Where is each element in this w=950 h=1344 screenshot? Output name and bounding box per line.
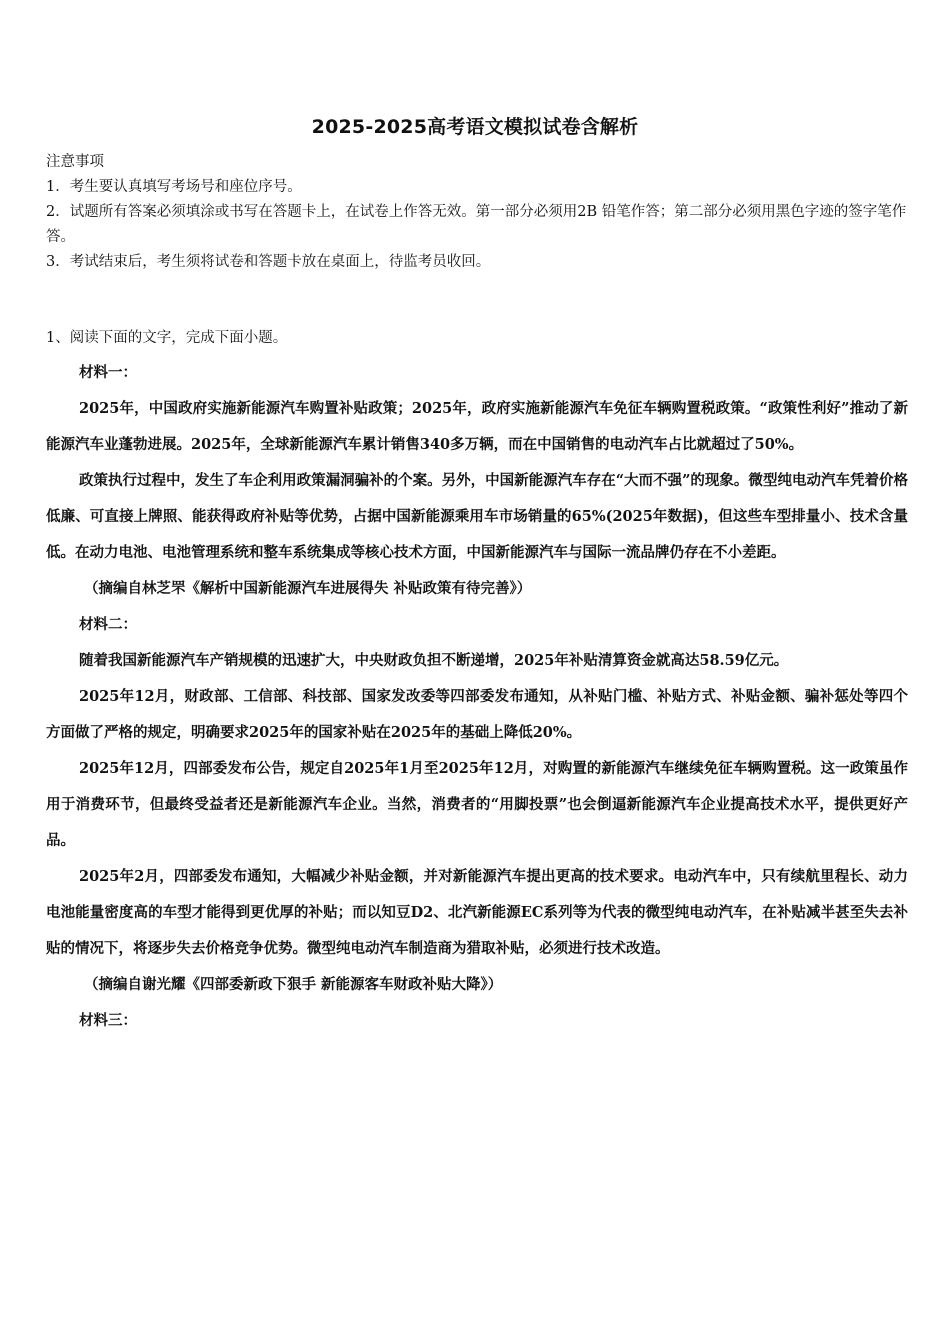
material-2-paragraph-3: 2025年12月，四部委发布公告，规定自2025年1月至2025年12月，对购置的新能源汽车继续免征车辆购置税。这一政策虽作用于消费环节，但最终受益者还是新能源汽车企业。当然，消费者的“用脚投票”也会倒逼新能源汽车企业提高技术水平，提供更好产品。 [46,760,908,849]
material-2-label: 材料二： [79,616,137,633]
notes-item-3: 3．考试结束后，考生须将试卷和答题卡放在桌面上，待监考员收回。 [46,254,491,270]
material-2-paragraph-4: 2025年2月，四部委发布通知，大幅减少补贴金额，并对新能源汽车提出更高的技术要求。电动汽车中，只有续航里程长、动力电池能量密度高的车型才能得到更优厚的补贴；而以知豆D2、北汽新能源EC系列等为代表的微型纯电动汽车，在补贴减半甚至失去补贴的情况下，将逐步失去价格竞争优势。微型纯电动汽车制造商为猎取补贴，必须进行技术改造。 [46,868,908,957]
page-title: 2025-2025高考语文模拟试卷含解析 [311,116,639,138]
material-2-paragraph-2: 2025年12月，财政部、工信部、科技部、国家发改委等四部委发布通知，从补贴门槛、补贴方式、补贴金额、骗补惩处等四个方面做了严格的规定，明确要求2025年的国家补贴在2025年的基础上降低20%。 [46,688,908,741]
material-2-paragraph-1: 随着我国新能源汽车产销规模的迅速扩大，中央财政负担不断递增，2025年补贴清算资金就高达58.59亿元。 [79,652,789,669]
material-1-paragraph-1: 2025年，中国政府实施新能源汽车购置补贴政策；2025年，政府实施新能源汽车免征车辆购置税政策。“政策性利好”推动了新能源汽车业蓬勃进展。2025年，全球新能源汽车累计销售340多万辆，而在中国销售的电动汽车占比就超过了50%。 [46,400,908,453]
material-2-source: （摘编自谢光耀《四部委新政下狠手 新能源客车财政补贴大降》） [84,976,503,993]
exam-notes [46,150,908,275]
material-1-label: 材料一： [79,364,137,381]
notes-heading: 注意事项 [46,154,104,170]
notes-item-1: 1．考生要认真填写考场号和座位序号。 [46,179,302,195]
material-1-paragraph-2: 政策执行过程中，发生了车企利用政策漏洞骗补的个案。另外，中国新能源汽车存在“大而不强”的现象。微型纯电动汽车凭着价格低廉、可直接上牌照、能获得政府补贴等优势，占据中国新能源乘用车市场销量的65%(2025年数据)，但这些车型排量小、技术含量低。在动力电池、电池管理系统和整车系统集成等核心技术方面，中国新能源汽车与国际一流品牌仍存在不小差距。 [46,472,908,561]
question-stem: 1、阅读下面的文字，完成下面小题。 [46,330,288,346]
question-1 [46,323,908,1039]
notes-item-2: 2．试题所有答案必须填涂或书写在答题卡上，在试卷上作答无效。第一部分必须用2B 铅笔作答；第二部分必须用黑色字迹的签字笔作答。 [46,204,907,245]
material-1-source: （摘编自林芝罘《解析中国新能源汽车进展得失 补贴政策有待完善》） [84,580,532,597]
material-3-label: 材料三： [79,1012,137,1029]
